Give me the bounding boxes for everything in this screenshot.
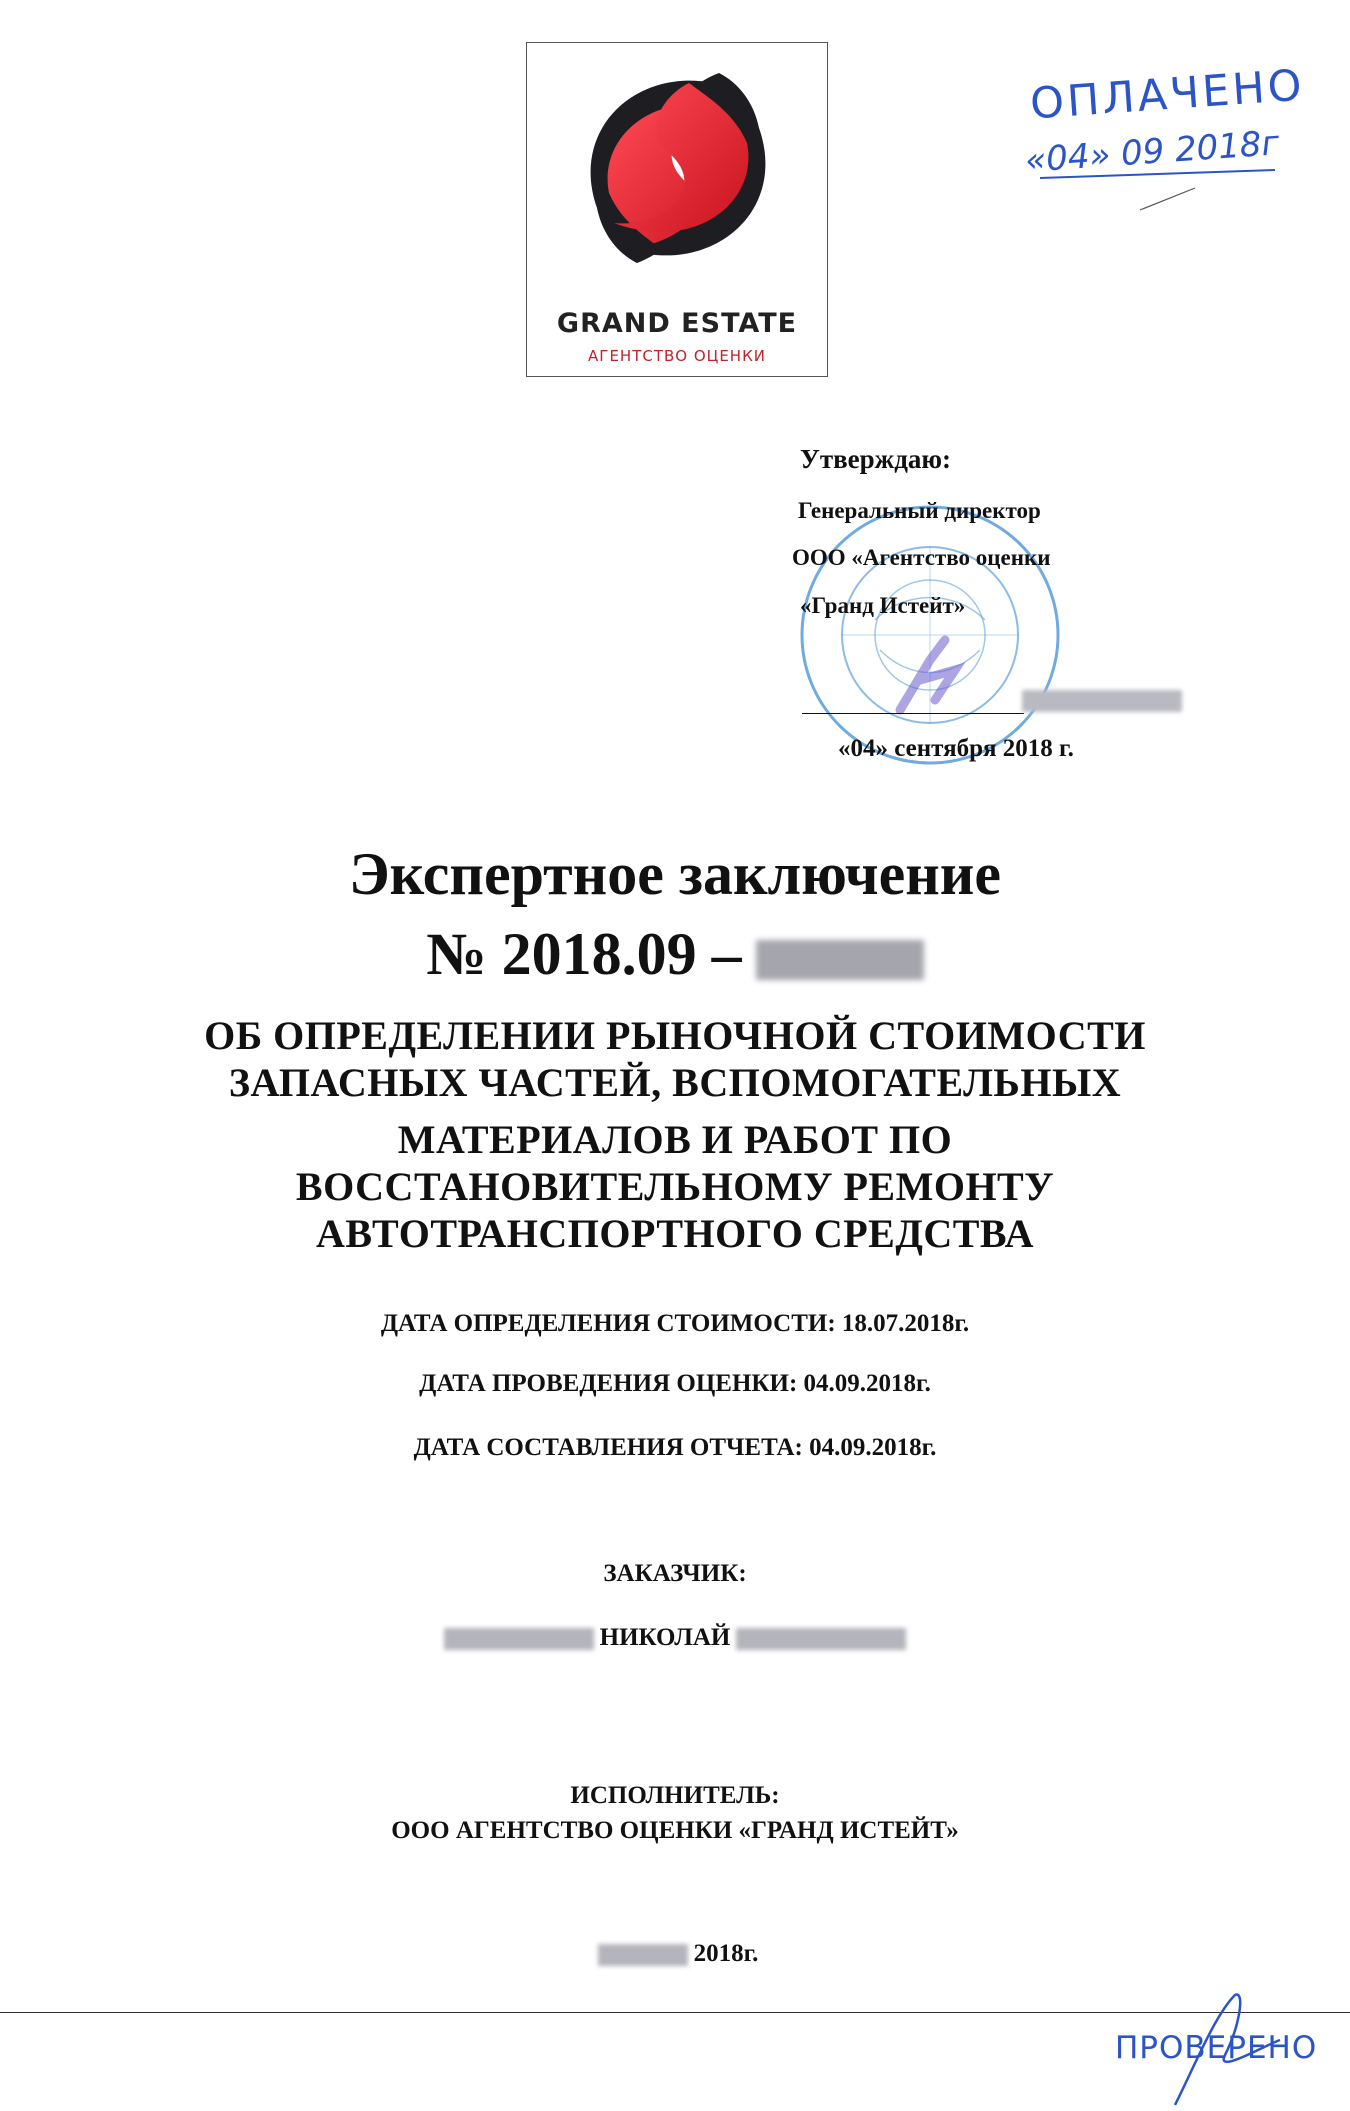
redacted-customer-surname: [444, 1628, 594, 1650]
company-logo: [526, 42, 828, 377]
logo-swirl-icon: [527, 43, 829, 313]
redacted-document-number: [756, 940, 924, 980]
subtitle-line: МАТЕРИАЛОВ И РАБОТ ПО: [397, 1117, 953, 1162]
approval-date: «04» сентября 2018 г.: [838, 735, 1074, 762]
signature-line: [802, 713, 1024, 714]
approval-title: Утверждаю:: [800, 444, 952, 474]
assessment-date: ДАТА ПРОВЕДЕНИЯ ОЦЕНКИ: 04.09.2018г.: [419, 1370, 931, 1397]
document-number-prefix: № 2018.09 –: [426, 921, 742, 987]
approval-block: [790, 440, 1220, 780]
paid-stamp-underline-icon: [1020, 70, 1330, 220]
redacted-director-name: [1022, 690, 1182, 712]
redacted-month: [598, 1944, 688, 1966]
paid-stamp-date: «04» 09 2018г: [1023, 123, 1281, 181]
approval-org-line-1: ООО «Агентство оценки: [792, 545, 1051, 570]
paid-stamp-text: ОПЛАЧЕНО: [1028, 60, 1307, 130]
subtitle-line: ЗАПАСНЫХ ЧАСТЕЙ, ВСПОМОГАТЕЛЬНЫХ: [228, 1060, 1122, 1105]
logo-name: GRAND ESTATE: [556, 308, 798, 339]
customer-first-name: НИКОЛАЙ: [599, 1624, 731, 1651]
footer-date: [0, 1940, 1350, 1968]
subtitle-line: ОБ ОПРЕДЕЛЕНИИ РЫНОЧНОЙ СТОИМОСТИ: [204, 1013, 1146, 1058]
customer-label: ЗАКАЗЧИК:: [603, 1560, 747, 1587]
logo-subtitle: АГЕНТСТВО ОЦЕНКИ: [588, 347, 766, 365]
approval-role: Генеральный директор: [798, 498, 1041, 523]
paid-stamp: [1020, 60, 1330, 220]
approval-org-line-2: «Гранд Истейт»: [800, 593, 966, 618]
document-number: [0, 920, 1350, 989]
subtitle-line: АВТОТРАНСПОРТНОГО СРЕДСТВА: [316, 1211, 1034, 1256]
subtitle-line: ВОССТАНОВИТЕЛЬНОМУ РЕМОНТУ: [295, 1164, 1055, 1209]
director-signature-icon: [890, 620, 970, 720]
report-date: ДАТА СОСТАВЛЕНИЯ ОТЧЕТА: 04.09.2018г.: [413, 1434, 937, 1461]
checked-stamp-text: ПРОВЕРЕНО: [1115, 2030, 1318, 2066]
checked-stamp: [1105, 1985, 1345, 2111]
customer-name: [0, 1624, 1350, 1652]
footer-year: 2018г.: [693, 1940, 759, 1967]
document-title: Экспертное заключение: [348, 841, 1001, 907]
redacted-customer-patronymic: [736, 1628, 906, 1650]
executor-name: ООО АГЕНТСТВО ОЦЕНКИ «ГРАНД ИСТЕЙТ»: [391, 1817, 959, 1844]
executor-label: ИСПОЛНИТЕЛЬ:: [570, 1782, 780, 1809]
valuation-date: ДАТА ОПРЕДЕЛЕНИЯ СТОИМОСТИ: 18.07.2018г.: [380, 1310, 970, 1337]
